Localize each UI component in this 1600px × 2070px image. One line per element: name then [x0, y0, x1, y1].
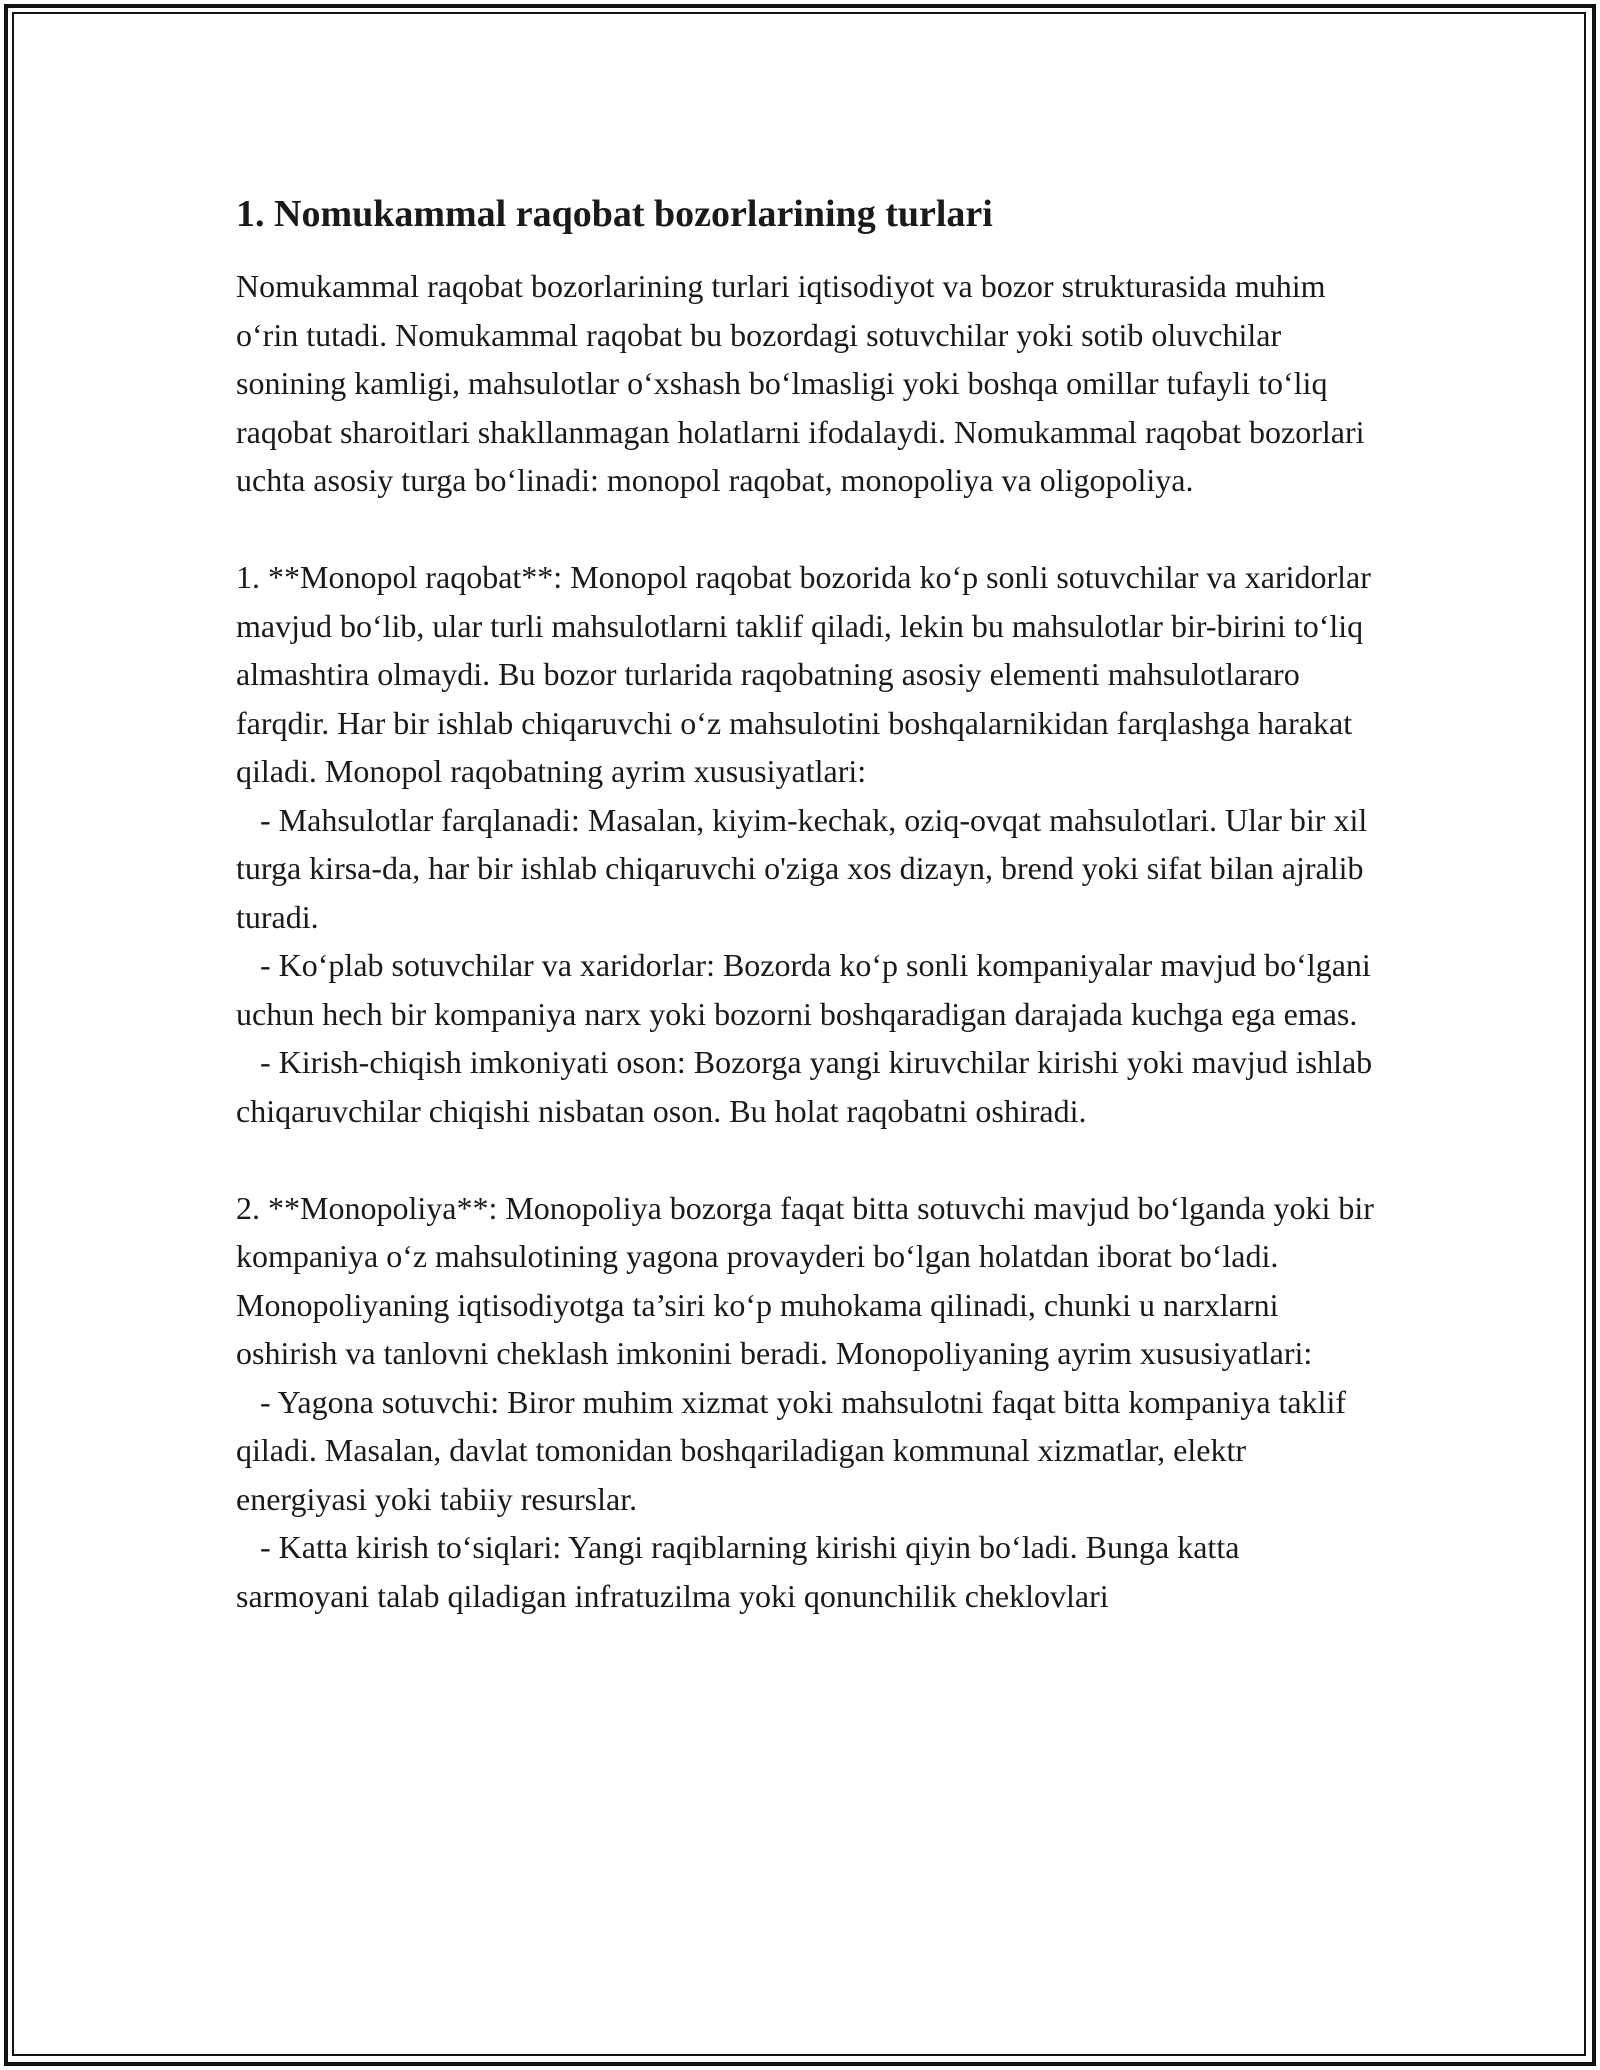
document-title: 1. Nomukammal raqobat bozorlarining turlari: [236, 193, 993, 235]
list-item: - Ko‘plab sotuvchilar va xaridorlar: Bozorda ko‘p sonli kompaniyalar mavjud bo‘lgani uchun hech bir kompaniya narx yoki bozorni boshqaradigan darajada kuchga ega emas.: [236, 947, 1379, 1032]
section-monopol-raqobat-intro: 1. **Monopol raqobat**: Monopol raqobat bozorida ko‘p sonli sotuvchilar va xaridorlar mavjud bo‘lib, ular turli mahsulotlarni taklif qiladi, lekin bu mahsulotlar bir-birini to‘liq almashtira olmaydi. Bu bozor turlarida raqobatning asosiy elementi mahsulotlararo farqdir. Har bir ishlab chiqaruvchi o‘z mahsulotini boshqalarnikidan farqlashga harakat qiladi. Monopol raqobatning ayrim xususiyatlari:: [236, 559, 1379, 789]
paragraph-gap: [236, 1135, 1376, 1184]
list-item: - Mahsulotlar farqlanadi: Masalan, kiyim-kechak, oziq-ovqat mahsulotlari. Ular bir xil turga kirsa-da, har bir ishlab chiqaruvchi o'ziga xos dizayn, brend yoki sifat bilan ajralib turadi.: [236, 801, 1376, 935]
list-item: - Yagona sotuvchi: Biror muhim xizmat yoki mahsulotni faqat bitta kompaniya taklif qiladi. Masalan, davlat tomonidan boshqariladigan kommunal xizmatlar, elektr energiyasi yoki tabiiy resurslar.: [236, 1383, 1355, 1517]
section-monopoliya-intro: 2. **Monopoliya**: Monopoliya bozorga faqat bitta sotuvchi mavjud bo‘lganda yoki bir kompaniya o‘z mahsulotining yagona provayderi bo‘lgan holatdan iborat bo‘ladi. Monopoliyaning iqtisodiyotga ta’siri ko‘p muhokama qilinadi, chunki u narxlarni oshirish va tanlovni cheklash imkonini beradi. Monopoliyaning ayrim xususiyatlari:: [236, 1189, 1382, 1371]
list-item: - Katta kirish to‘siqlari: Yangi raqiblarning kirishi qiyin bo‘ladi. Bunga katta sarmoyani talab qiladigan infratuzilma yoki qonunchilik cheklovlari: [236, 1529, 1248, 1614]
document-body: [236, 190, 1382, 1620]
paragraph-gap: [236, 505, 1376, 554]
list-item: - Kirish-chiqish imkoniyati oson: Bozorga yangi kiruvchilar kirishi yoki mavjud ishlab chiqaruvchilar chiqishi nisbatan oson. Bu holat raqobatni oshiradi.: [236, 1044, 1381, 1129]
intro-paragraph: Nomukammal raqobat bozorlarining turlari iqtisodiyot va bozor strukturasida muhim o‘rin tutadi. Nomukammal raqobat bu bozordagi sotuvchilar yoki sotib oluvchilar sonining kamligi, mahsulotlar o‘xshash bo‘lmasligi yoki boshqa omillar tufayli to‘liq raqobat sharoitlari shakllanmagan holatlarni ifodalaydi. Nomukammal raqobat bozorlari uchta asosiy turga bo‘linadi: monopol raqobat, monopoliya va oligopoliya.: [236, 268, 1373, 498]
